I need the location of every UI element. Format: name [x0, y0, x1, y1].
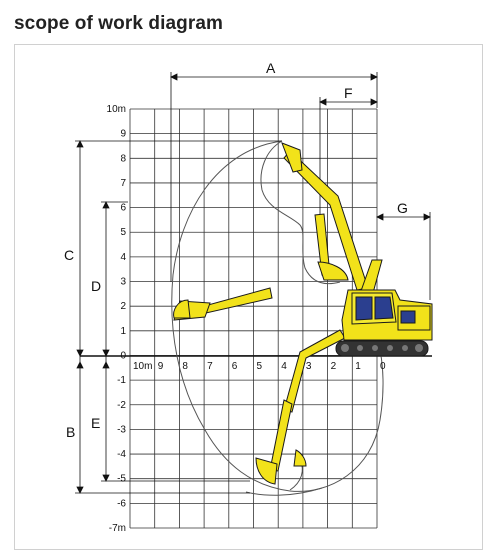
x-axis-labels [133, 361, 386, 372]
cab-window-left [356, 297, 372, 320]
x-axis-tick-label: 6 [231, 361, 238, 372]
y-axis-tick-label: 8 [120, 153, 126, 165]
engine-grille [401, 311, 415, 323]
y-axis-tick-label: 1 [120, 325, 126, 337]
grid [130, 109, 377, 528]
y-axis-tick-label: 6 [120, 202, 126, 214]
excavator-body [336, 260, 432, 356]
y-axis-tick-label: 9 [120, 128, 126, 140]
y-axis-tick-label: 2 [120, 301, 126, 313]
arm-extended [174, 288, 272, 320]
dimension-label-c: C [64, 247, 75, 263]
y-axis-tick-label: 7 [120, 177, 126, 189]
y-axis-tick-label: 3 [120, 276, 126, 288]
y-axis-tick-label: 5 [120, 227, 126, 239]
cab-window-right [375, 297, 393, 319]
dimension-label-d: D [91, 278, 102, 294]
y-axis-tick-label: -4 [117, 449, 126, 461]
arm-raised [282, 143, 368, 290]
x-axis-tick-label: 3 [305, 361, 312, 372]
dimension-label-b: B [66, 424, 76, 440]
y-axis-tick-label: -6 [117, 498, 126, 510]
x-axis-tick-label: 0 [380, 361, 386, 372]
y-axis-tick-label: -3 [117, 424, 126, 436]
page-title: scope of work diagram [14, 13, 224, 34]
y-axis-tick-label: -7m [108, 523, 126, 534]
y-axis-tick-label: 4 [120, 251, 126, 263]
x-axis-tick-label: 5 [256, 361, 263, 372]
y-axis-tick-label: 0 [120, 350, 126, 362]
x-axis-tick-label: 2 [330, 361, 337, 372]
y-axis-labels [107, 104, 127, 534]
x-axis-tick-label: 8 [182, 361, 188, 372]
dimension-label-a: A [266, 60, 276, 76]
dimension-label-g: G [397, 200, 408, 216]
y-axis-tick-label: -1 [117, 375, 126, 387]
y-axis-tick-label: 10m [106, 104, 126, 115]
arm-digging [256, 330, 345, 484]
x-axis-tick-label: 9 [157, 361, 164, 372]
dimension-label-e: E [91, 415, 101, 431]
x-axis-tick-label: 1 [355, 361, 361, 372]
x-axis-tick-label: 7 [207, 361, 213, 372]
y-axis-tick-label: -5 [117, 473, 126, 485]
track [336, 341, 428, 356]
dimension-label-f: F [344, 85, 353, 101]
x-axis-tick-label: 4 [281, 361, 287, 372]
y-axis-tick-label: -2 [117, 399, 126, 411]
x-axis-tick-label: 10m [133, 361, 153, 372]
